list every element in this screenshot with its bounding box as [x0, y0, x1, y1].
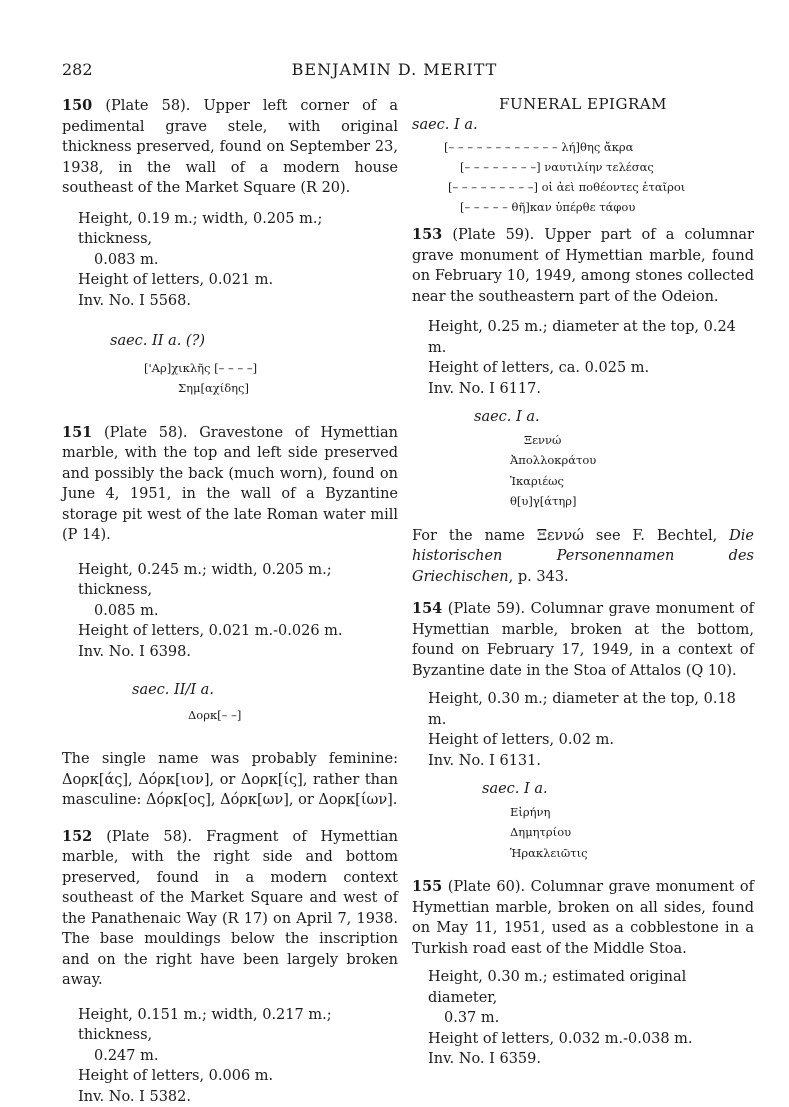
- measure-dimensions-cont: 0.085 m.: [78, 601, 398, 622]
- measure-dimensions-cont: 0.247 m.: [78, 1046, 398, 1067]
- entry-text: (Plate 60). Columnar grave monument of Hymettian marble, broken on all sides, found on May 11, 1951, used as a cobblestone in a Turkish road east of the Middle Stoa.: [412, 879, 754, 957]
- page-number: 282: [62, 60, 93, 79]
- inscription-line: Ξεννώ: [510, 430, 754, 451]
- measurements-155: [412, 967, 754, 1070]
- measure-dimensions: Height, 0.245 m.; width, 0.205 m.; thickness,: [78, 560, 398, 601]
- entry-154: [412, 599, 754, 681]
- inscription-line: θ[υ]γ[άτηρ]: [510, 491, 754, 512]
- measure-letters: Height of letters, 0.006 m.: [78, 1066, 398, 1087]
- entry-text: (Plate 59). Upper part of a columnar grave monument of Hymettian marble, found on February 10, 1949, among stones collected near the southeastern part of the Odeion.: [412, 227, 754, 305]
- entry-number: 152: [62, 828, 92, 845]
- entry-number: 153: [412, 226, 442, 243]
- entry-number: 150: [62, 97, 92, 114]
- measure-dimensions: Height, 0.151 m.; width, 0.217 m.; thickness,: [78, 1005, 398, 1046]
- inscription-line: Εἰρήνη: [510, 802, 754, 823]
- entry-150: [62, 96, 398, 199]
- measure-dimensions-cont: 0.37 m.: [428, 1008, 754, 1029]
- date-label: saec. II/I a.: [62, 680, 398, 701]
- entry-text: (Plate 58). Upper left corner of a pedimental grave stele, with original thickness preserved, found on September 23, 1938, in the wall of a modern house southeast of the Market Square (R 20).: [62, 98, 398, 196]
- left-column: [62, 96, 398, 1107]
- measure-dimensions: Height, 0.25 m.; diameter at the top, 0.24 m.: [428, 317, 754, 358]
- entry-number: 151: [62, 424, 92, 441]
- inscription-line: Ἰκαριέως: [510, 471, 754, 492]
- measure-letters: Height of letters, 0.02 m.: [428, 730, 754, 751]
- inscription-153: [412, 407, 754, 512]
- entry-152: [62, 827, 398, 991]
- measure-dimensions: Height, 0.19 m.; width, 0.205 m.; thickness,: [78, 209, 398, 250]
- measure-dimensions: Height, 0.30 m.; diameter at the top, 0.18 m.: [428, 689, 754, 730]
- note-151: The single name was probably feminine: Δορκ[άς], Δόρκ[ιον], or Δορκ[ίς], rather than masculine: Δόρκ[ος], Δόρκ[ων], or Δορκ[ίων].: [62, 749, 398, 811]
- inventory-number: Inv. No. I 6117.: [428, 379, 754, 400]
- funeral-epigram: [412, 137, 754, 217]
- entry-text: (Plate 59). Columnar grave monument of Hymettian marble, broken at the bottom, found on February 17, 1949, in a context of Byzantine date in the Stoa of Attalos (Q 10).: [412, 601, 754, 679]
- epigram-line: [– – – – – – – – –] οἱ ἀεὶ ποθέοντες ἑταῖροι: [444, 177, 754, 197]
- inscription-line: Δημητρίου: [510, 822, 754, 843]
- epigram-line: [– – – – – – – – – – – – λή]θης ἄκρα: [444, 137, 754, 157]
- entry-151: [62, 423, 398, 546]
- measurements-154: [412, 689, 754, 771]
- right-column: [412, 96, 754, 1070]
- entry-number: 155: [412, 878, 442, 895]
- entry-153: [412, 225, 754, 307]
- entry-number: 154: [412, 600, 442, 617]
- inscription-line: Δορκ[– –]: [188, 705, 398, 726]
- measure-letters: Height of letters, 0.032 m.-0.038 m.: [428, 1029, 754, 1050]
- note-text: , p. 343.: [509, 569, 569, 585]
- note-title: Die historischen Personennamen des Griechischen: [412, 528, 754, 585]
- measure-letters: Height of letters, 0.021 m.-0.026 m.: [78, 621, 398, 642]
- date-label: saec. I a.: [412, 115, 754, 136]
- inventory-number: Inv. No. I 6359.: [428, 1049, 754, 1070]
- inventory-number: Inv. No. I 6398.: [78, 642, 398, 663]
- measure-dimensions: Height, 0.30 m.; estimated original diameter,: [428, 967, 754, 1008]
- note-text: For the name Ξεννώ see F. Bechtel,: [412, 528, 729, 544]
- inscription-line: Ἡρακλειῶτις: [510, 843, 754, 864]
- inscription-line: ['Αρ]χικλῆς [– – – –]: [144, 358, 398, 379]
- running-title: BENJAMIN D. MERITT: [0, 60, 789, 79]
- date-label: saec. II a. (?): [62, 331, 398, 352]
- note-153: [412, 526, 754, 588]
- epigram-line: [– – – – – θῆ]καν ὑπέρθε τάφου: [444, 197, 754, 217]
- entry-text: (Plate 58). Fragment of Hymettian marble, with the right side and bottom preserved, found in a modern context southeast of the Market Square and west of the Panathenaic Way (R 17) on April 7, 1938. The base mouldings below the inscription and on the right have been largely broken away.: [62, 829, 398, 989]
- measurements-152: [62, 1005, 398, 1107]
- inventory-number: Inv. No. I 6131.: [428, 751, 754, 772]
- entry-155: [412, 877, 754, 959]
- inscription-154: [412, 779, 754, 863]
- epigram-line: [– – – – – – – –] ναυτιλίην τελέσας: [444, 157, 754, 177]
- date-label: saec. I a.: [412, 779, 754, 800]
- entry-text: (Plate 58). Gravestone of Hymettian marble, with the top and left side preserved and possibly the back (much worn), found on June 4, 1951, in the wall of a Byzantine storage pit west of the late Roman water mill (P 14).: [62, 425, 398, 544]
- inventory-number: Inv. No. I 5568.: [78, 291, 398, 312]
- measure-letters: Height of letters, ca. 0.025 m.: [428, 358, 754, 379]
- date-label: saec. I a.: [412, 407, 754, 428]
- section-heading: FUNERAL EPIGRAM: [412, 94, 754, 115]
- measurements-150: [62, 209, 398, 312]
- inscription-150: [62, 331, 398, 399]
- measure-letters: Height of letters, 0.021 m.: [78, 270, 398, 291]
- inscription-line: Ἀπολλοκράτου: [510, 450, 754, 471]
- inscription-151: [62, 680, 398, 725]
- measurements-153: [412, 317, 754, 399]
- inscription-line: Σημ[αχίδης]: [144, 378, 398, 399]
- inventory-number: Inv. No. I 5382.: [78, 1087, 398, 1107]
- measure-dimensions-cont: 0.083 m.: [78, 250, 398, 271]
- measurements-151: [62, 560, 398, 663]
